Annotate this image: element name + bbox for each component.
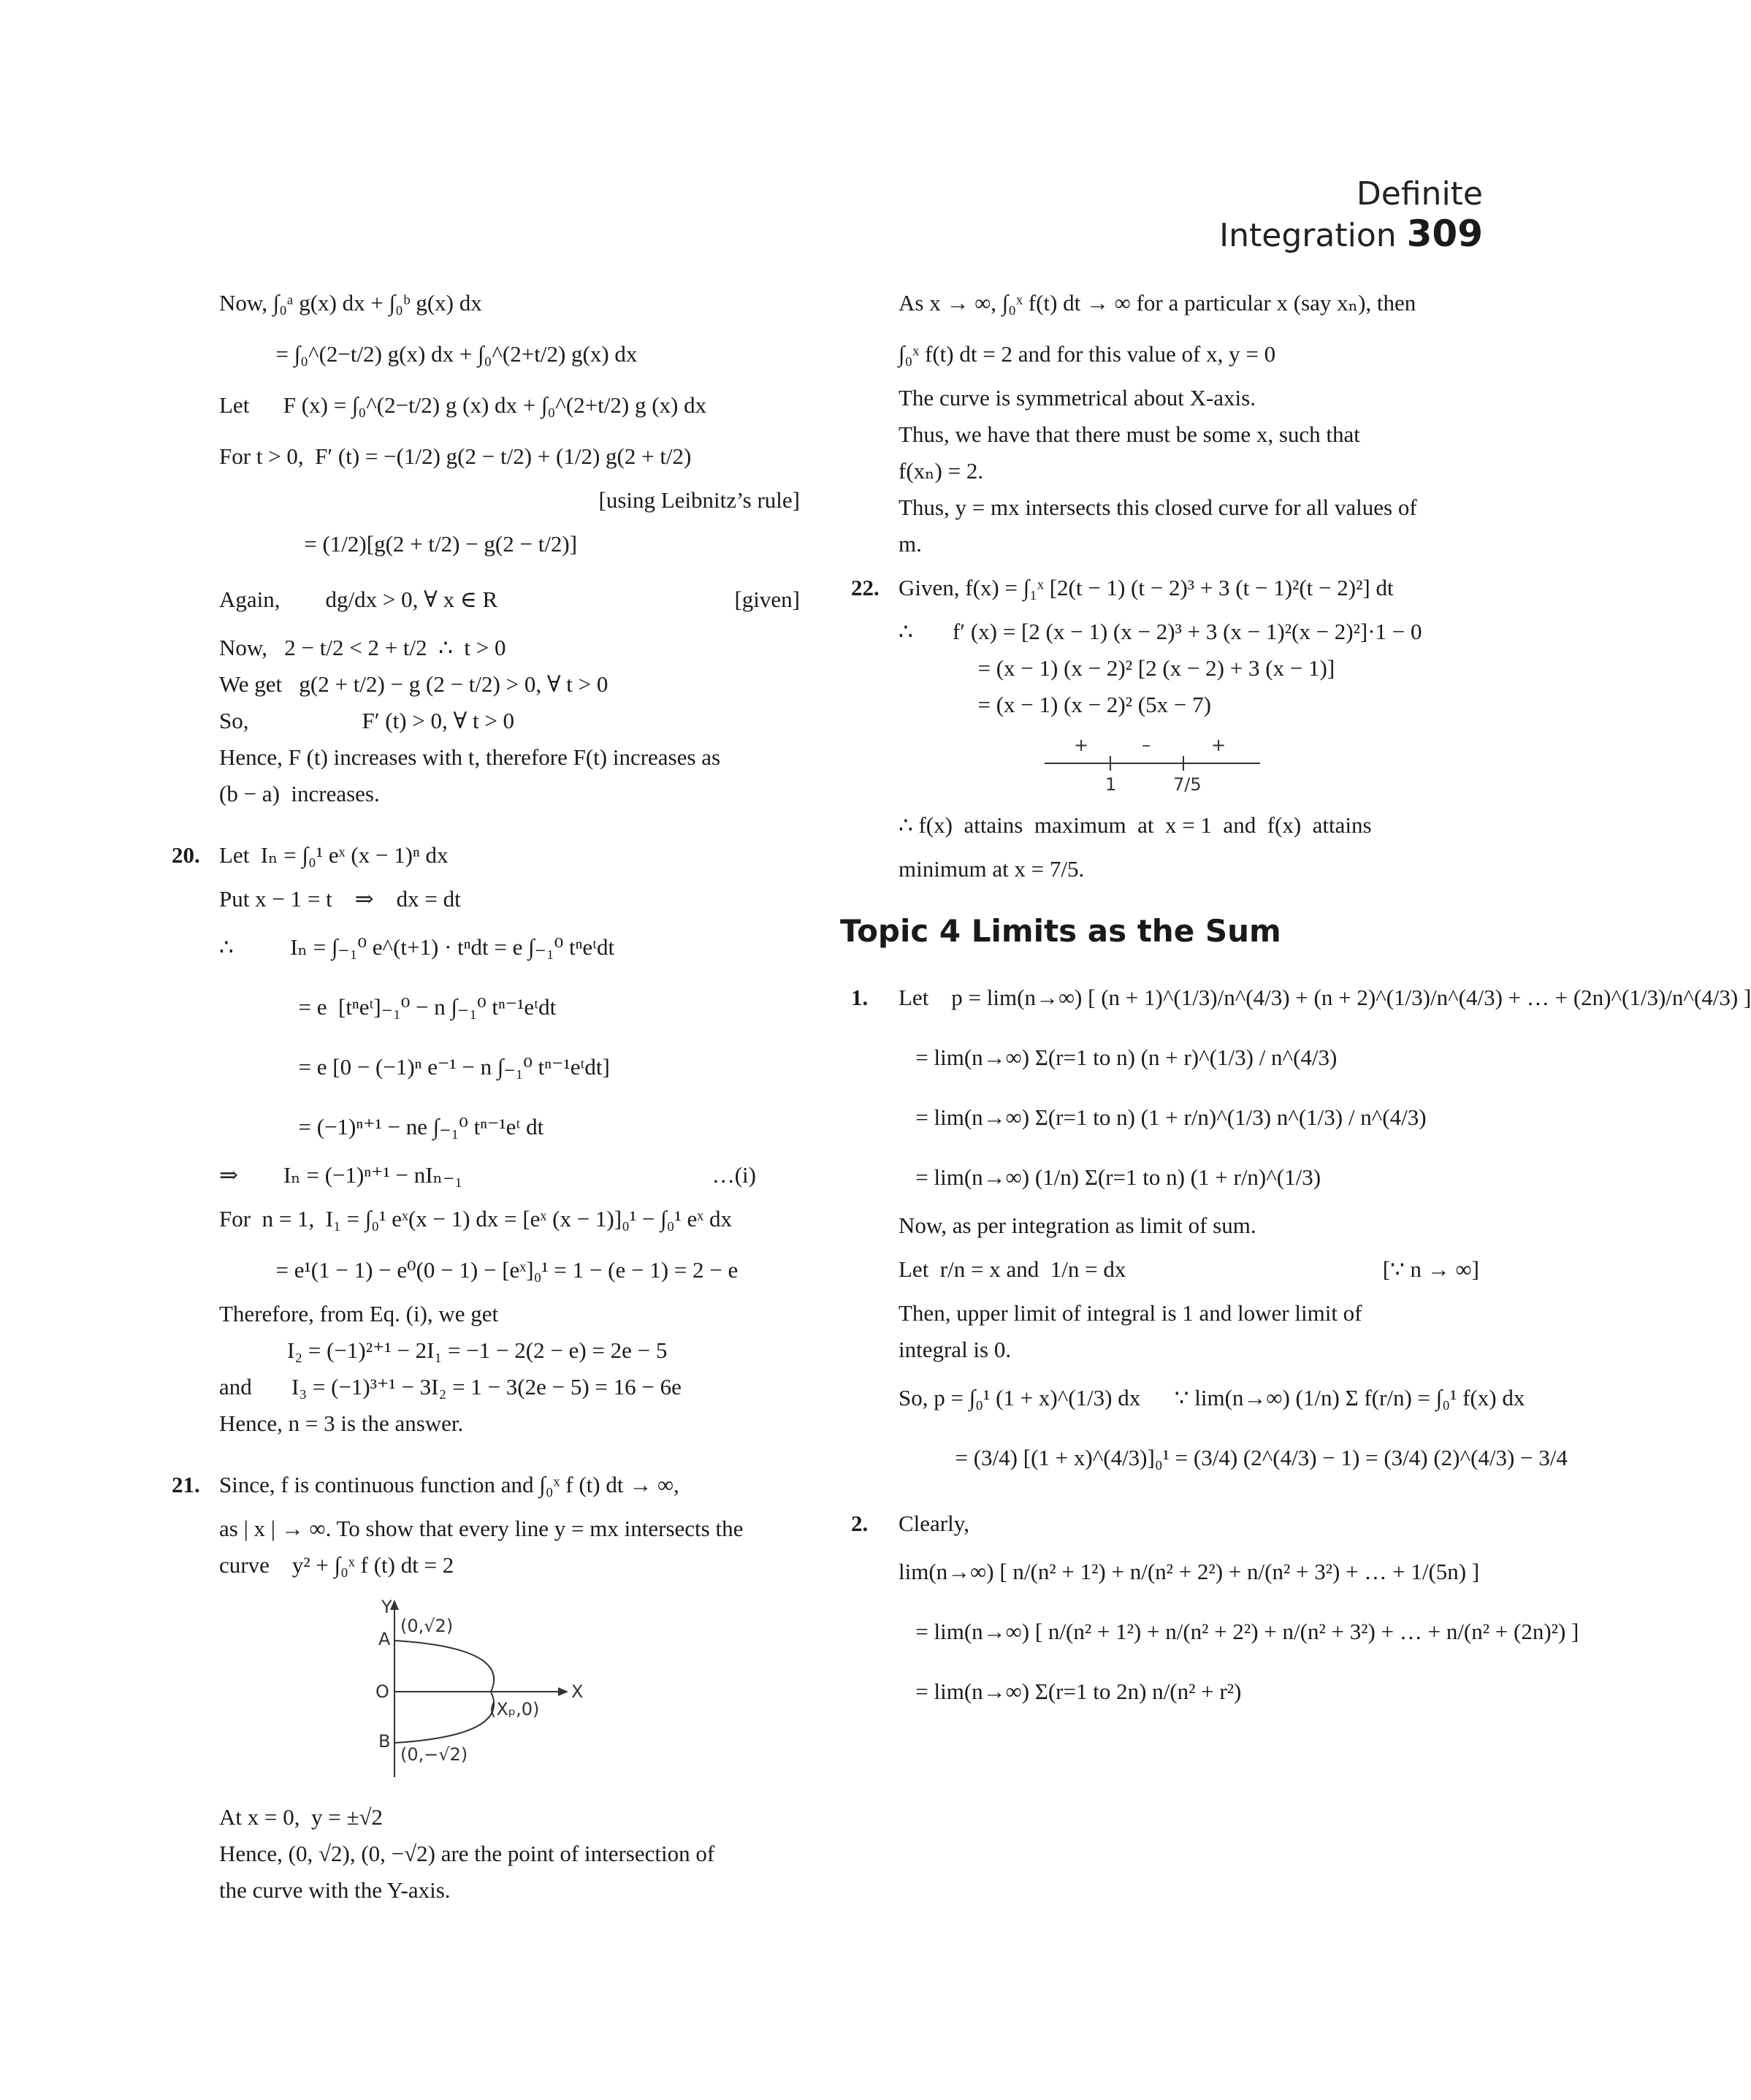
text-line [219, 1157, 800, 1194]
line-text: Let F (x) = ∫₀^(2−t/2) g (x) dx + ∫₀^(2+t/2) g (x) dx [219, 392, 707, 418]
line-tag: [∵ n → ∞] [1382, 1256, 1479, 1282]
right-lines [851, 278, 1479, 723]
origin-label: O [375, 1681, 389, 1702]
line-text: Given, f(x) = ∫₁ˣ [2(t − 1) (t − 2)³ + 3 (t − 1)²(t − 2)²] dt [899, 575, 1394, 600]
text-line [219, 519, 800, 570]
problem-number: 22. [851, 575, 880, 600]
text-line [899, 1028, 1479, 1088]
line-text: So, F′ (t) > 0, ∀ t > 0 [219, 708, 515, 733]
page-header [1096, 175, 1483, 255]
right-column [840, 278, 1751, 1722]
top-point-label: (0,√2) [400, 1616, 454, 1636]
text-line [899, 614, 1479, 650]
text-line [899, 453, 1479, 489]
left-column [172, 278, 800, 1909]
line-text: m. [899, 531, 922, 557]
line-text: Let r/n = x and 1/n = dx [899, 1256, 1126, 1282]
line-text: ⇒ Iₙ = (−1)ⁿ⁺¹ − nIₙ₋₁ [219, 1162, 463, 1188]
text-line [219, 1799, 800, 1836]
line-text: Thus, y = mx intersects this closed curve for all values of [899, 495, 1417, 520]
text-line [219, 1245, 800, 1296]
sign-2: – [1142, 735, 1151, 755]
mark-2: 7/5 [1173, 774, 1202, 795]
text-line [899, 489, 1479, 526]
right-after-lines [851, 968, 1751, 1722]
text-line [851, 562, 1479, 614]
line-text: integral is 0. [899, 1337, 1012, 1362]
problem-number: 2. [851, 1511, 869, 1536]
line-text: As x → ∞, ∫₀ˣ f(t) dt → ∞ for a particular x (say xₙ), then [899, 290, 1416, 316]
topic-heading: Topic 4 Limits as the Sum [840, 913, 1281, 949]
text-line [219, 1511, 800, 1547]
sign-3: + [1211, 735, 1227, 755]
text-line [219, 881, 800, 917]
text-line [899, 650, 1479, 687]
text-line [219, 1194, 800, 1245]
line-text: For n = 1, I₁ = ∫₀¹ eˣ(x − 1) dx = [eˣ (x − 1)]₀¹ − ∫₀¹ eˣ dx [219, 1206, 732, 1232]
text-line [899, 1428, 1568, 1488]
text-line [219, 1547, 800, 1584]
text-line [899, 1295, 1479, 1332]
line-tag: [given] [734, 587, 800, 612]
line-text: Now, ∫₀ᵃ g(x) dx + ∫₀ᵇ g(x) dx [219, 290, 482, 316]
text-line [219, 917, 800, 977]
line-text: Therefore, from Eq. (i), we get [219, 1301, 499, 1326]
line-text: the curve with the Y-axis. [219, 1877, 451, 1903]
line-text: Now, 2 − t/2 < 2 + t/2 ∴ t > 0 [219, 635, 506, 660]
x-axis-label: X [571, 1681, 584, 1702]
line-text: curve y² + ∫₀ˣ f (t) dt = 2 [219, 1552, 454, 1578]
spacer [219, 812, 800, 830]
line-text: Let Iₙ = ∫₀¹ eˣ (x − 1)ⁿ dx [219, 842, 449, 868]
spacer [219, 1442, 800, 1459]
line-text: The curve is symmetrical about X-axis. [899, 385, 1256, 411]
right-mid-lines [899, 807, 1479, 895]
line-text: = lim(n→∞) Σ(r=1 to 2n) n/(n² + r²) [899, 1679, 1242, 1704]
text-line [219, 431, 800, 482]
line-text: Hence, F (t) increases with t, therefore F(t) increases as [219, 744, 721, 770]
line-text: Again, dg/dx > 0, ∀ x ∈ R [219, 587, 498, 612]
text-line [899, 1244, 1479, 1295]
line-text: = e¹(1 − 1) − e⁰(0 − 1) − [eˣ]₀¹ = 1 − (e − 1) = 2 − e [219, 1257, 739, 1283]
bottom-point-label: (0,−√2) [400, 1744, 468, 1765]
line-text: Let p = lim(n→∞) [ (n + 1)^(1/3)/n^(4/3) + (n + 2)^(1/3)/n^(4/3) + … + (2n)^(1/3)/n^(4/3) ] [899, 985, 1751, 1010]
point-b-label: B [378, 1731, 391, 1752]
text-line [219, 977, 800, 1037]
line-text: Hence, (0, √2), (0, −√2) are the point of intersection of [219, 1841, 715, 1866]
text-line [219, 1332, 800, 1369]
chapter-title: Definite Integration [1219, 175, 1483, 254]
line-text: ∫₀ˣ f(t) dt = 2 and for this value of x, y = 0 [899, 341, 1276, 367]
line-text: minimum at x = 7/5. [899, 856, 1085, 882]
text-line [219, 1037, 800, 1097]
text-line [899, 1088, 1479, 1148]
text-line [899, 1368, 1525, 1428]
text-line [219, 739, 800, 776]
point-a-label: A [378, 1629, 391, 1649]
spacer [899, 1488, 1479, 1505]
text-line [851, 968, 1751, 1028]
text-line [172, 830, 800, 881]
y-axis-label: Y [381, 1597, 392, 1617]
left-lines [172, 278, 800, 1584]
line-text: = ∫₀^(2−t/2) g(x) dx + ∫₀^(2+t/2) g(x) dx [219, 341, 638, 367]
line-text: = lim(n→∞) (1/n) Σ(r=1 to n) (1 + r/n)^(1/3) [899, 1164, 1321, 1190]
line-text: = e [tⁿeᵗ]₋₁⁰ − n ∫₋₁⁰ tⁿ⁻¹eᵗdt [219, 994, 557, 1020]
line-text: ∴ f(x) attains maximum at x = 1 and f(x) attains [899, 812, 1372, 838]
text-line [219, 278, 800, 329]
line-text: So, p = ∫₀¹ (1 + x)^(1/3) dx ∵ lim(n→∞) (1/n) Σ f(r/n) = ∫₀¹ f(x) dx [899, 1385, 1525, 1410]
text-line [219, 329, 800, 380]
line-text: and I₃ = (−1)³⁺¹ − 3I₂ = 1 − 3(2e − 5) = 16 − 6e [219, 1374, 682, 1400]
text-line [899, 1602, 1579, 1662]
problem-number: 20. [172, 842, 200, 868]
line-text: as | x | → ∞. To show that every line y = mx intersects the [219, 1516, 744, 1541]
text-line [219, 703, 800, 739]
line-text: At x = 0, y = ±√2 [219, 1804, 383, 1830]
text-line [219, 1405, 800, 1442]
line-text: Since, f is continuous function and ∫₀ˣ f (t) dt → ∞, [219, 1472, 679, 1497]
sign-diagram [899, 730, 1479, 796]
line-text: = lim(n→∞) Σ(r=1 to n) (1 + r/n)^(1/3) n^(1/3) / n^(4/3) [899, 1104, 1427, 1130]
text-line [899, 687, 1479, 723]
curve-figure [219, 1591, 800, 1788]
line-text: = e [0 − (−1)ⁿ e⁻¹ − n ∫₋₁⁰ tⁿ⁻¹eᵗdt] [219, 1054, 610, 1080]
left-after-lines [219, 1799, 800, 1909]
line-text: I₂ = (−1)²⁺¹ − 2I₁ = −1 − 2(2 − e) = 2e − 5 [219, 1337, 668, 1363]
line-text: Thus, we have that there must be some x, such that [899, 421, 1360, 447]
text-line [172, 1459, 800, 1511]
line-text: For t > 0, F′ (t) = −(1/2) g(2 − t/2) + (1/2) g(2 + t/2) [219, 443, 692, 469]
line-tag: …(i) [712, 1162, 756, 1188]
line-text: = (x − 1) (x − 2)² [2 (x − 2) + 3 (x − 1)] [899, 655, 1335, 681]
text-line [219, 630, 800, 666]
line-text: We get g(2 + t/2) − g (2 − t/2) > 0, ∀ t > 0 [219, 671, 609, 697]
line-text: ∴ Iₙ = ∫₋₁⁰ e^(t+1) · tⁿdt = e ∫₋₁⁰ tⁿeᵗdt [219, 934, 615, 960]
text-line [899, 1662, 1479, 1722]
text-line [219, 1296, 800, 1332]
page-number: 309 [1406, 213, 1483, 255]
line-text: Now, as per integration as limit of sum. [899, 1213, 1256, 1238]
text-line [899, 329, 1479, 380]
line-text: = (x − 1) (x − 2)² (5x − 7) [899, 692, 1211, 717]
line-text: = lim(n→∞) Σ(r=1 to n) (n + r)^(1/3) / n^(4/3) [899, 1045, 1338, 1070]
text-line [899, 278, 1479, 329]
line-text: = (1/2)[g(2 + t/2) − g(2 − t/2)] [219, 531, 578, 557]
text-line [899, 844, 1479, 895]
text-line [899, 1542, 1479, 1602]
text-line [219, 1097, 800, 1157]
line-text: = lim(n→∞) [ n/(n² + 1²) + n/(n² + 2²) + n/(n² + 3²) + … + n/(n² + (2n)²) ] [899, 1619, 1579, 1644]
text-line [899, 807, 1479, 844]
sign-1: + [1074, 735, 1089, 755]
text-line [899, 1332, 1479, 1368]
line-text: Clearly, [899, 1511, 969, 1536]
line-text: Hence, n = 3 is the answer. [219, 1410, 464, 1436]
text-line [219, 1872, 800, 1909]
line-text: Put x − 1 = t ⇒ dx = dt [219, 886, 461, 912]
text-line [851, 1505, 1479, 1542]
text-line [219, 482, 800, 519]
text-line [899, 526, 1479, 562]
line-text: = (−1)ⁿ⁺¹ − ne ∫₋₁⁰ tⁿ⁻¹eᵗ dt [219, 1114, 544, 1139]
line-text: lim(n→∞) [ n/(n² + 1²) + n/(n² + 2²) + n/(n² + 3²) + … + 1/(5n) ] [899, 1559, 1480, 1584]
text-line [899, 416, 1479, 453]
text-line [899, 1148, 1479, 1207]
mark-1: 1 [1105, 774, 1117, 795]
text-line [899, 380, 1479, 416]
text-line [899, 1207, 1479, 1244]
x-point-label: (Xₚ,0) [489, 1699, 540, 1719]
line-text: [using Leibnitz’s rule] [598, 487, 800, 513]
text-line [219, 776, 800, 812]
line-text: (b − a) increases. [219, 781, 380, 806]
line-text: f(xₙ) = 2. [899, 458, 984, 484]
line-text: ∴ f′ (x) = [2 (x − 1) (x − 2)³ + 3 (x − 1)²(x − 2)²]·1 − 0 [899, 619, 1422, 644]
text-line [219, 380, 800, 431]
problem-number: 1. [851, 985, 869, 1010]
problem-number: 21. [172, 1472, 200, 1497]
line-text: Then, upper limit of integral is 1 and lower limit of [899, 1300, 1362, 1326]
text-line [219, 570, 800, 630]
line-text: = (3/4) [(1 + x)^(4/3)]₀¹ = (3/4) (2^(4/3) − 1) = (3/4) (2)^(4/3) − 3/4 [899, 1445, 1568, 1470]
text-line [219, 1836, 800, 1872]
text-line [219, 666, 800, 703]
text-line [219, 1369, 800, 1405]
